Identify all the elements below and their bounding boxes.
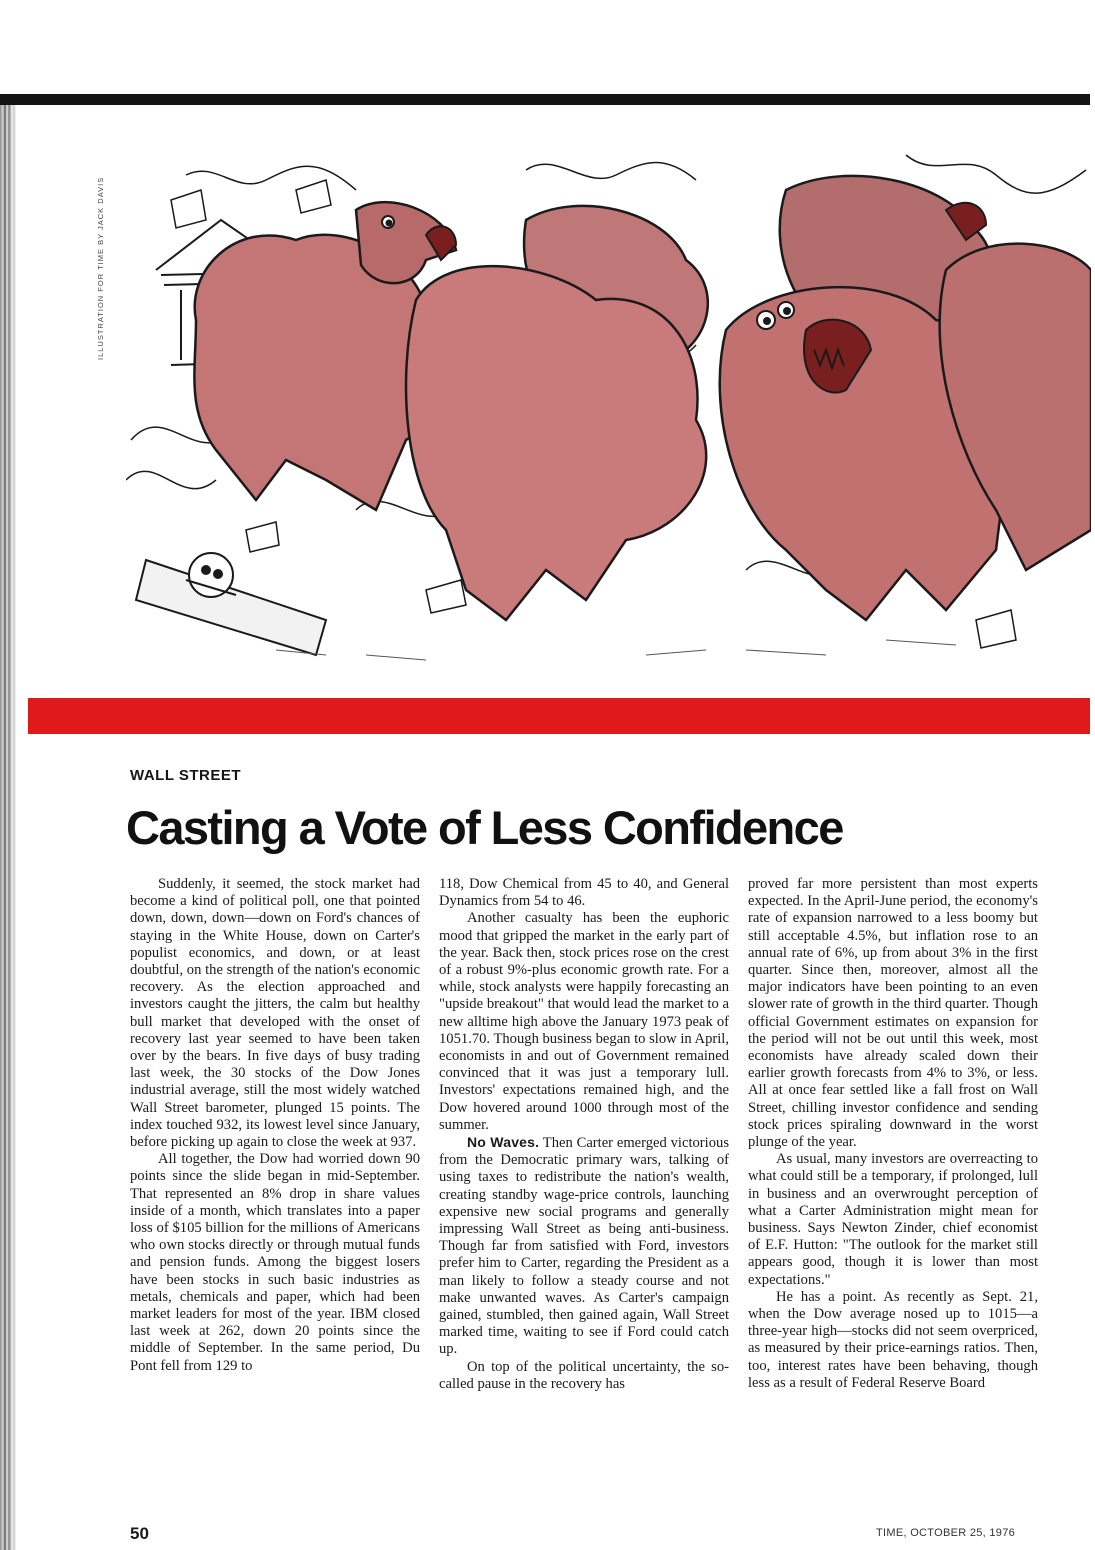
article-paragraph xyxy=(439,1359,729,1393)
paragraph-text: 118, Dow Chemical from 45 to 40, and General Dynamics from 54 to 46. xyxy=(439,876,729,910)
illustration-credit: ILLUSTRATION FOR TIME BY JACK DAVIS xyxy=(96,176,105,360)
paragraph-text: Suddenly, it seemed, the stock market had become a kind of political poll, one that pointed down, down, down—down on Ford's chances of staying in the White House, down on Carter's populist economics, and down, or at least doubtful, on the strength of the nation's economic recovery. As the election approached and investors caught the jitters, the calm but healthy bull market that developed with the onset of recovery last year seemed to have been taken over by the bears. In five days of busy trading last week, the 30 stocks of the Dow Jones industrial average, still the most widely watched Wall Street barometer, plunged 15 points. The index touched 932, its lowest level since January, before picking up again to close the week at 937. xyxy=(130,876,420,1151)
paragraph-subhead: No Waves. xyxy=(467,1134,540,1151)
article-column-2 xyxy=(439,876,729,1393)
paragraph-text: As usual, many investors are overreacting to what could still be a temporary, if prolonged, lull in business and an overwrought perception of what a Carter Administration might mean for business. Says Newton Zinder, chief economist of E.F. Hutton: "The outlook for the market still appears good, though it is lower than most expectations." xyxy=(748,1151,1038,1288)
paragraph-text: On top of the political uncertainty, the so-called pause in the recovery has xyxy=(439,1358,729,1392)
paragraph-text: He has a point. As recently as Sept. 21, when the Dow average nosed up to 1015—a three-year high—stocks did not seem overpriced, as measured by their price-earnings ratios. Then, too, interest rates have been behaving, though less as a result of Federal Reserve Board xyxy=(748,1288,1038,1391)
article-headline: Casting a Vote of Less Confidence xyxy=(126,801,843,854)
article-paragraph xyxy=(748,876,1038,1151)
issue-dateline: TIME, OCTOBER 25, 1976 xyxy=(876,1527,1016,1539)
running-bears xyxy=(194,176,1091,620)
bear-center xyxy=(406,266,706,620)
article-paragraph xyxy=(130,1151,420,1375)
article-column-3 xyxy=(748,876,1038,1392)
article-paragraph xyxy=(130,876,420,1151)
magazine-spine-edge xyxy=(0,105,16,1550)
paragraph-text: All together, the Dow had worried down 90 points since the slide began in mid-September. That represented an 8% drop in share values inside of a month, which translates into a paper loss of $105 billion for the millions of Americans who own stocks directly or through mutual funds and pension funds. Among the biggest losers have been stocks in such basic industries as metals, chemicals and paper, which had been market leaders for most of the year. IBM closed last week at 262, down 20 points since the middle of September. In the same period, Du Pont fell from 129 to xyxy=(130,1151,420,1374)
page-number: 50 xyxy=(130,1524,149,1543)
paragraph-text: Then Carter emerged victorious from the Democratic primary wars, talking of using taxes to redistribute the nation's wealth, creating standby wage-price controls, launching expensive new social programs and generally impressing Wall Street as being anti-business. Though far from satisfied with Ford, investors prefer him to Carter, regarding the President as a man likely to follow a steady course and not make unwanted waves. As Carter's campaign gained, stumbled, then gained again, Wall Street marked time, waiting to see if Ford could catch up. xyxy=(439,1135,729,1358)
article-paragraph xyxy=(748,1289,1038,1392)
article-paragraph xyxy=(439,1134,729,1359)
ground-shading xyxy=(276,640,956,660)
paragraph-text: proved far more persistent than most experts expected. In the April-June period, the economy's rate of expansion narrowed to a less boomy but still acceptable 4.5%, but inflation rose to an annual rate of 6%, up from about 3% in the first quarter. Since then, moreover, almost all the major indicators have been pointing to an even slower rate of growth in the third quarter. Though official Government estimates on expansion for the period will not be out until this week, most economists have already scaled down their earlier growth forecasts from 4% to 3%, or less. All at once fear settled like a fall frost on Wall Street, chilling investor confidence and sending stock prices spiraling downward in the worst plunge of the year. xyxy=(748,876,1038,1151)
bear-stampede-drawing xyxy=(126,150,1091,678)
top-rule xyxy=(0,94,1090,105)
fallen-bull-figure xyxy=(136,553,326,655)
article-column-1 xyxy=(130,876,420,1375)
article-paragraph xyxy=(748,1151,1038,1289)
article-paragraph xyxy=(439,910,729,1134)
article-paragraph xyxy=(439,876,729,910)
section-kicker: WALL STREET xyxy=(130,767,242,784)
section-color-bar xyxy=(28,698,1090,734)
paragraph-text: Another casualty has been the euphoric mood that gripped the market in the early part of the year. Back then, stock prices rose on the crest of a robust 9%-plus economic growth rate. For a while, stock analysts were happily forecasting an "upside breakout" that would lead the market to a new alltime high above the January 1973 peak of 1051.70. Though business began to slow in April, economists in and out of Government remained convinced that it was just a temporary lull. Investors' expectations remained high, and the Dow hovered around 1000 through most of the summer. xyxy=(439,910,729,1133)
bear-stampede-illustration xyxy=(126,150,1091,678)
